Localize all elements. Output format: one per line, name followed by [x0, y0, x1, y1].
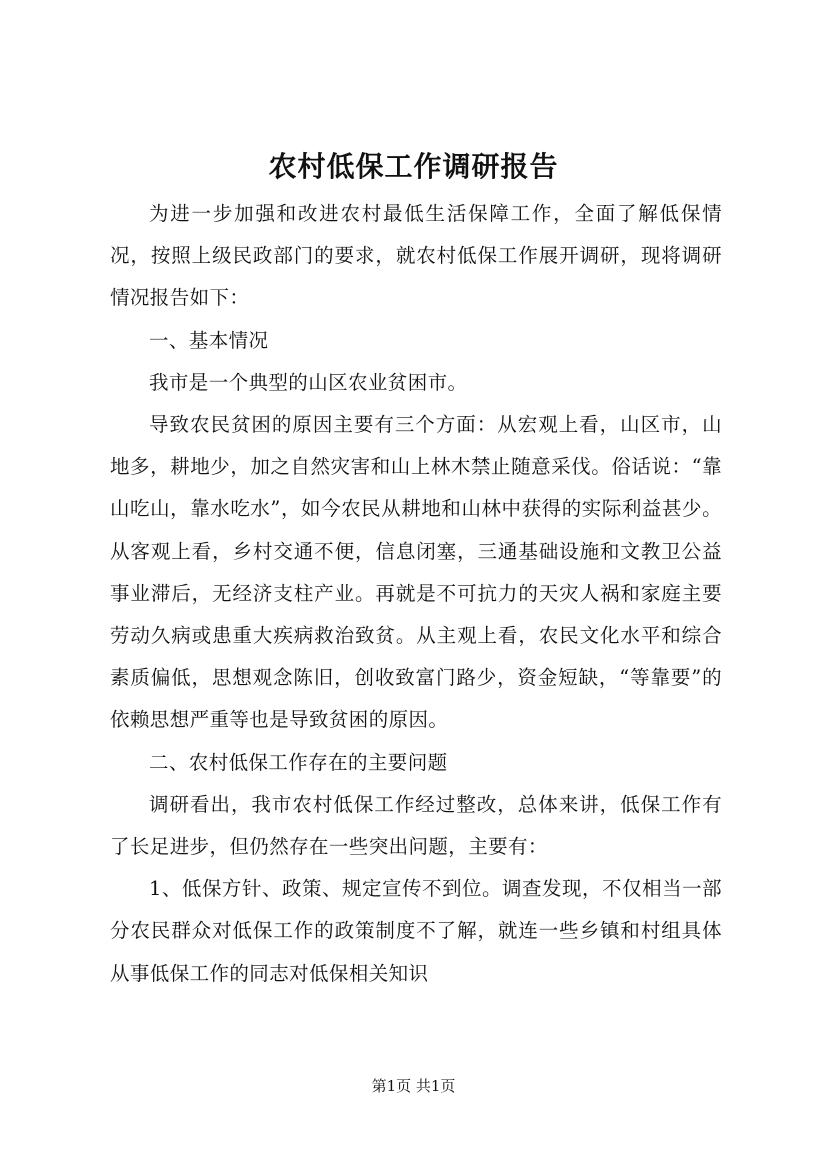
document-title: 农村低保工作调研报告 [268, 150, 559, 183]
section-heading-main-problems: 二、农村低保工作存在的主要问题 [149, 750, 448, 774]
paragraph-problems-summary: 调研看出，我市农村低保工作经过整改，总体来讲，低保工作有了长足进步，但仍然存在一些突出问题，主要有： [110, 792, 722, 859]
paragraph-problem-1: 1、低保方针、政策、规定宣传不到位。调查发现，不仅相当一部分农民群众对低保工作的政策制度不了解，就连一些乡镇和村组具体从事低保工作的同志对低保相关知识 [110, 877, 722, 985]
section-heading-basic-situation: 一、基本情况 [149, 328, 269, 352]
paragraph-intro: 为进一步加强和改进农村最低生活保障工作，全面了解低保情况，按照上级民政部门的要求，就农村低保工作展开调研，现将调研情况报告如下： [110, 202, 722, 310]
page-footer: 第1页 共1页 [371, 1077, 456, 1095]
document-body [110, 193, 722, 995]
paragraph-basic-situation: 我市是一个典型的山区农业贫困市。 [149, 370, 468, 394]
paragraph-poverty-causes: 导致农民贫困的原因主要有三个方面：从宏观上看，山区市，山地多，耕地少，加之自然灾害和山上林木禁止随意采伐。俗话说：“靠山吃山，靠水吃水”，如今农民从耕地和山林中获得的实际利益甚少。从客观上看，乡村交通不便，信息闭塞，三通基础设施和文教卫公益事业滞后，无经济支柱产业。再就是不可抗力的天灾人祸和家庭主要劳动久病或患重大疾病救治致贫。从主观上看，农民文化水平和综合素质偏低，思想观念陈旧，创收致富门路少，资金短缺，“等靠要”的依赖思想严重等也是导致贫困的原因。 [110, 413, 722, 732]
